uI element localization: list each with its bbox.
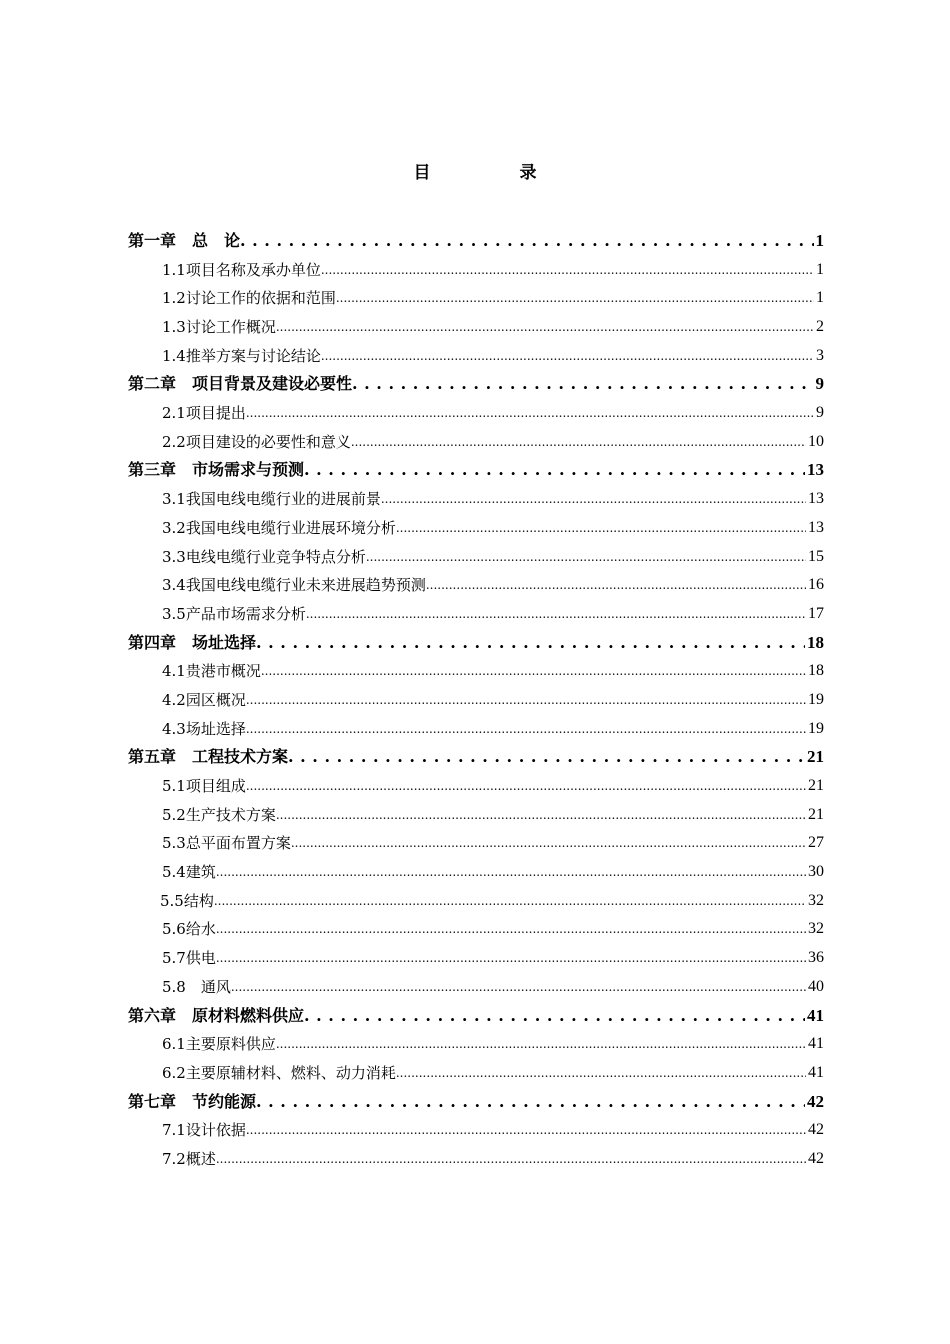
toc-dot-leader [291, 829, 806, 858]
toc-dot-leader [336, 284, 814, 313]
toc-page-number: 3 [816, 346, 824, 364]
toc-dot-leader [216, 1145, 806, 1174]
toc-dot-leader [246, 715, 806, 744]
toc-dot-leader [276, 801, 806, 830]
toc-entry-label: 2.1项目提出 [162, 404, 246, 423]
toc-dot-leader [351, 428, 806, 457]
toc-entry-label: 3.4我国电线电缆行业未来进展趋势预测 [162, 576, 426, 595]
toc-dot-leader [396, 514, 806, 543]
toc-page-number: 41 [808, 1035, 824, 1053]
toc-page-number: 42 [808, 1149, 824, 1167]
toc-entry-label: 5.2生产技术方案 [162, 805, 276, 824]
toc-entry-label: 1.1项目名称及承办单位 [162, 260, 321, 279]
toc-section-entry[interactable] [128, 801, 824, 830]
toc-entry-label: 3.5产品市场需求分析 [162, 604, 306, 623]
toc-section-entry[interactable] [128, 342, 824, 371]
toc-dot-leader [276, 313, 814, 342]
toc-entry-label: 5.1项目组成 [162, 777, 246, 796]
toc-section-entry[interactable] [128, 313, 824, 342]
page-title: 目 录 [413, 163, 573, 183]
toc-section-entry[interactable] [128, 600, 824, 629]
toc-chapter-entry[interactable] [128, 457, 824, 486]
toc-dot-leader [240, 227, 813, 256]
toc-section-entry[interactable] [128, 829, 824, 858]
toc-page-number: 32 [808, 920, 824, 938]
toc-page-number: 13 [808, 490, 824, 508]
toc-dot-leader [246, 399, 814, 428]
toc-entry-label: 2.2项目建设的必要性和意义 [162, 432, 351, 451]
toc-page-number: 19 [808, 690, 824, 708]
toc-dot-leader [246, 772, 806, 801]
toc-section-entry[interactable] [128, 1030, 824, 1059]
toc-entry-label: 3.3电线电缆行业竞争特点分析 [162, 547, 366, 566]
toc-page-number: 21 [808, 777, 824, 795]
toc-page-number: 32 [808, 891, 824, 909]
toc-page-number: 19 [808, 719, 824, 737]
toc-chapter-entry[interactable] [128, 1088, 824, 1117]
toc-chapter-entry[interactable] [128, 743, 824, 772]
toc-dot-leader [381, 485, 806, 514]
toc-dot-leader [261, 657, 806, 686]
toc-dot-leader [426, 571, 806, 600]
toc-page-number: 41 [807, 1005, 824, 1025]
toc-entry-label: 3.2我国电线电缆行业进展环境分析 [162, 518, 396, 537]
toc-page-number: 41 [808, 1063, 824, 1081]
toc-page-number: 15 [808, 547, 824, 565]
toc-dot-leader [396, 1059, 806, 1088]
toc-section-entry[interactable] [128, 944, 824, 973]
toc-page-number: 17 [808, 604, 824, 622]
toc-page-number: 40 [808, 977, 824, 995]
toc-chapter-entry[interactable] [128, 227, 824, 256]
toc-section-entry[interactable] [128, 571, 824, 600]
toc-page-number: 36 [808, 949, 824, 967]
toc-section-entry[interactable] [128, 887, 824, 916]
toc-entry-label: 第五章 工程技术方案 [128, 747, 289, 767]
toc-dot-leader [214, 887, 806, 916]
toc-page-number: 18 [808, 662, 824, 680]
toc-section-entry[interactable] [128, 256, 824, 285]
toc-section-entry[interactable] [128, 284, 824, 313]
toc-page-number: 1 [816, 260, 824, 278]
toc-section-entry[interactable] [128, 543, 824, 572]
toc-page-number: 42 [808, 1121, 824, 1139]
toc-page-number: 21 [808, 805, 824, 823]
toc-page-number: 16 [808, 576, 824, 594]
toc-dot-leader [321, 256, 814, 285]
toc-page-number: 18 [807, 632, 824, 652]
toc-section-entry[interactable] [128, 657, 824, 686]
toc-chapter-entry[interactable] [128, 370, 824, 399]
toc-page-number: 2 [816, 318, 824, 336]
toc-page-number: 13 [808, 518, 824, 536]
toc-chapter-entry[interactable] [128, 1002, 824, 1031]
toc-dot-leader [321, 342, 814, 371]
toc-entry-label: 第四章 场址选择 [128, 632, 257, 652]
toc-dot-leader [246, 1116, 806, 1145]
toc-section-entry[interactable] [128, 686, 824, 715]
toc-section-entry[interactable] [128, 916, 824, 945]
toc-entry-label: 第三章 市场需求与预测 [128, 460, 305, 480]
toc-entry-label: 第一章 总 论 [128, 230, 241, 250]
toc-entry-label: 6.1主要原料供应 [162, 1035, 276, 1054]
toc-chapter-entry[interactable] [128, 629, 824, 658]
toc-entry-label: 5.4建筑 [162, 863, 216, 882]
toc-section-entry[interactable] [128, 772, 824, 801]
toc-dot-leader [256, 1088, 805, 1117]
toc-dot-leader [304, 457, 805, 486]
toc-entry-label: 5.7供电 [162, 949, 216, 968]
toc-entry-label: 4.3场址选择 [162, 719, 246, 738]
toc-entry-label: 1.3讨论工作概况 [162, 318, 276, 337]
toc-page-number: 10 [808, 432, 824, 450]
toc-dot-leader [216, 858, 806, 887]
toc-dot-leader [276, 1030, 806, 1059]
toc-entry-label: 1.2讨论工作的依据和范围 [162, 289, 336, 308]
toc-section-entry[interactable] [128, 514, 824, 543]
toc-dot-leader [306, 600, 806, 629]
toc-page-number: 1 [815, 230, 824, 250]
toc-dot-leader [366, 543, 806, 572]
table-of-contents [128, 227, 824, 1174]
toc-section-entry[interactable] [128, 973, 824, 1002]
toc-page-number: 13 [807, 460, 824, 480]
toc-entry-label: 6.2主要原辅材料、燃料、动力消耗 [162, 1063, 396, 1082]
toc-section-entry[interactable] [128, 428, 824, 457]
toc-page-number: 1 [816, 289, 824, 307]
toc-page-number: 30 [808, 863, 824, 881]
toc-page-number: 9 [815, 374, 824, 394]
toc-section-entry[interactable] [128, 1145, 824, 1174]
toc-section-entry[interactable] [128, 1116, 824, 1145]
toc-page-number: 9 [816, 404, 824, 422]
toc-entry-label: 4.1贵港市概况 [162, 662, 261, 681]
toc-dot-leader [256, 629, 805, 658]
toc-page-number: 42 [807, 1091, 824, 1111]
toc-entry-label: 5.5结构 [160, 891, 214, 910]
toc-dot-leader [231, 973, 806, 1002]
toc-entry-label: 第六章 原材料燃料供应 [128, 1005, 305, 1025]
toc-section-entry[interactable] [128, 715, 824, 744]
toc-entry-label: 5.6给水 [162, 920, 216, 939]
toc-dot-leader [304, 1002, 805, 1031]
toc-section-entry[interactable] [128, 485, 824, 514]
toc-dot-leader [216, 944, 806, 973]
toc-entry-label: 5.8 通风 [162, 977, 231, 996]
toc-entry-label: 7.2概述 [162, 1149, 216, 1168]
toc-page-number: 21 [807, 747, 824, 767]
toc-dot-leader [288, 743, 805, 772]
toc-page-number: 27 [808, 834, 824, 852]
toc-section-entry[interactable] [128, 1059, 824, 1088]
toc-dot-leader [216, 916, 806, 945]
toc-entry-label: 4.2园区概况 [162, 690, 246, 709]
toc-entry-label: 7.1设计依据 [162, 1121, 246, 1140]
toc-entry-label: 1.4推举方案与讨论结论 [162, 346, 321, 365]
toc-section-entry[interactable] [128, 858, 824, 887]
toc-entry-label: 3.1我国电线电缆行业的进展前景 [162, 490, 381, 509]
toc-entry-label: 5.3总平面布置方案 [162, 834, 291, 853]
toc-section-entry[interactable] [128, 399, 824, 428]
toc-dot-leader [246, 686, 806, 715]
toc-entry-label: 第七章 节约能源 [128, 1091, 257, 1111]
toc-dot-leader [352, 370, 813, 399]
toc-entry-label: 第二章 项目背景及建设必要性 [128, 374, 353, 394]
